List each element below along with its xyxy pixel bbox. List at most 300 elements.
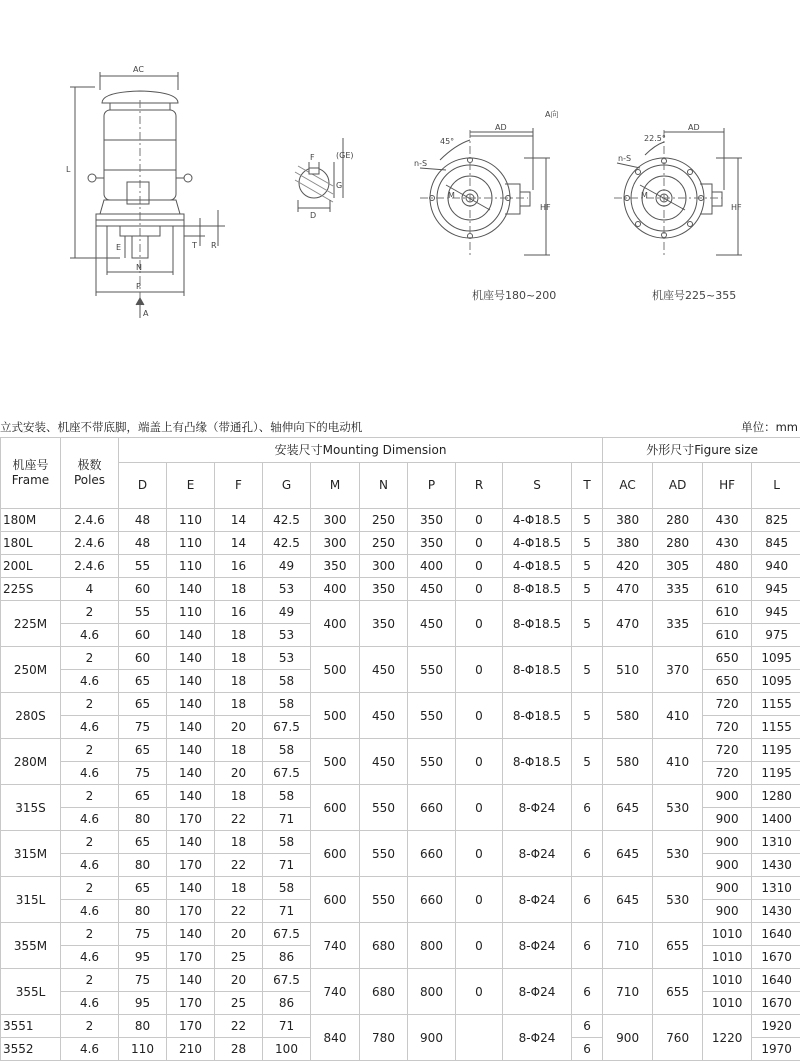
- table-cell: 410: [653, 693, 703, 739]
- col-header-f: F: [215, 463, 263, 509]
- table-cell: 20: [215, 923, 263, 946]
- hf-cell: 900: [703, 854, 752, 877]
- label-hf-small: HF: [540, 203, 551, 212]
- hf-cell: 900: [703, 808, 752, 831]
- frame-cell: 280S: [1, 693, 61, 739]
- table-row: [1, 969, 800, 992]
- table-cell: 845: [752, 532, 800, 555]
- poles-cell: 2: [61, 693, 119, 716]
- table-cell: 16: [215, 601, 263, 624]
- table-cell: 250: [360, 509, 408, 532]
- table-cell: 335: [653, 578, 703, 601]
- table-cell: 0: [456, 601, 503, 647]
- shaft-section: [295, 138, 343, 212]
- table-cell: 840: [311, 1015, 360, 1061]
- table-cell: 335: [653, 601, 703, 647]
- header-poles-en: Poles: [61, 473, 118, 488]
- poles-cell: 4.6: [61, 992, 119, 1015]
- table-cell: 2.4.6: [61, 509, 119, 532]
- hf-cell: 1010: [703, 969, 752, 992]
- l-cell: 1195: [752, 739, 800, 762]
- poles-cell: 2: [61, 647, 119, 670]
- hf-cell: 1010: [703, 923, 752, 946]
- table-cell: 8-Φ24: [503, 923, 572, 969]
- frame-cell: 315M: [1, 831, 61, 877]
- table-row: [1, 578, 800, 601]
- table-row: [1, 555, 800, 578]
- table-cell: 65: [119, 831, 167, 854]
- table-cell: 680: [360, 923, 408, 969]
- table-cell: 55: [119, 555, 167, 578]
- frame-cell: 180M: [1, 509, 61, 532]
- l-cell: 1430: [752, 900, 800, 923]
- l-cell: 1310: [752, 877, 800, 900]
- poles-cell: 4.6: [61, 808, 119, 831]
- hf-cell: 900: [703, 831, 752, 854]
- table-cell: 110: [167, 601, 215, 624]
- table-cell: 60: [119, 578, 167, 601]
- table-cell: 4-Φ18.5: [503, 555, 572, 578]
- table-cell: 58: [263, 785, 311, 808]
- table-cell: 8-Φ18.5: [503, 601, 572, 647]
- header-figure: 外形尺寸Figure size: [603, 438, 800, 463]
- table-cell: 430: [703, 509, 752, 532]
- table-cell: 945: [752, 578, 800, 601]
- table-cell: 645: [603, 785, 653, 831]
- hf-cell: 1010: [703, 992, 752, 1015]
- label-f: F: [310, 153, 315, 162]
- table-cell: 410: [653, 739, 703, 785]
- table-cell: 710: [603, 969, 653, 1015]
- table-cell: 4-Φ18.5: [503, 532, 572, 555]
- table-cell: 450: [408, 601, 456, 647]
- table-cell: 0: [456, 647, 503, 693]
- label-ad-large: AD: [688, 123, 700, 132]
- table-cell: 22: [215, 854, 263, 877]
- frame-cell: 225S: [1, 578, 61, 601]
- poles-cell: 2: [61, 1015, 119, 1038]
- table-cell: 140: [167, 716, 215, 739]
- table-cell: 0: [456, 785, 503, 831]
- table-cell: 740: [311, 923, 360, 969]
- table-cell: 5: [572, 601, 603, 647]
- table-row: [1, 785, 800, 808]
- table-cell: 400: [311, 601, 360, 647]
- header-poles-cn: 极数: [61, 458, 118, 473]
- table-cell: 645: [603, 877, 653, 923]
- table-cell: 67.5: [263, 969, 311, 992]
- col-header-hf: HF: [703, 463, 752, 509]
- l-cell: 1670: [752, 946, 800, 969]
- col-header-n: N: [360, 463, 408, 509]
- table-cell: 300: [311, 509, 360, 532]
- table-cell: 800: [408, 969, 456, 1015]
- table-cell: 450: [360, 693, 408, 739]
- caption-frame-225-355: 机座号225~355: [652, 287, 736, 303]
- table-cell: 350: [360, 578, 408, 601]
- hf-cell: 900: [703, 877, 752, 900]
- frame-cell: 3551: [1, 1015, 61, 1038]
- table-cell: 350: [360, 601, 408, 647]
- table-cell: 42.5: [263, 532, 311, 555]
- table-cell: 80: [119, 854, 167, 877]
- table-cell: 280: [653, 509, 703, 532]
- table-cell: 20: [215, 716, 263, 739]
- l-cell: 1430: [752, 854, 800, 877]
- table-cell: 58: [263, 693, 311, 716]
- col-header-ad: AD: [653, 463, 703, 509]
- table-cell: 53: [263, 647, 311, 670]
- table-cell: 580: [603, 693, 653, 739]
- col-header-p: P: [408, 463, 456, 509]
- table-cell: 60: [119, 647, 167, 670]
- hf-cell: 610: [703, 601, 752, 624]
- table-cell: 0: [456, 532, 503, 555]
- table-cell: 380: [603, 532, 653, 555]
- table-cell: 18: [215, 877, 263, 900]
- table-cell: 22: [215, 808, 263, 831]
- table-cell: 500: [311, 739, 360, 785]
- table-cell: 140: [167, 969, 215, 992]
- table-cell: 655: [653, 923, 703, 969]
- hf-cell: 720: [703, 762, 752, 785]
- table-cell: 420: [603, 555, 653, 578]
- header-frame-en: Frame: [1, 473, 60, 488]
- table-cell: 6: [572, 831, 603, 877]
- table-cell: 48: [119, 532, 167, 555]
- hf-cell: 720: [703, 716, 752, 739]
- table-cell: 80: [119, 808, 167, 831]
- table-cell: 140: [167, 877, 215, 900]
- table-cell: 170: [167, 1015, 215, 1038]
- table-cell: 65: [119, 877, 167, 900]
- label-t: T: [191, 241, 197, 250]
- table-cell: 20: [215, 969, 263, 992]
- table-cell: 825: [752, 509, 800, 532]
- table-caption: 立式安装、机座不带底脚，端盖上有凸缘（带通孔）、轴伸向下的电动机: [0, 419, 362, 435]
- table-cell: 14: [215, 509, 263, 532]
- table-cell: 170: [167, 992, 215, 1015]
- poles-cell: 2: [61, 831, 119, 854]
- table-cell: 22: [215, 900, 263, 923]
- label-hf-large: HF: [731, 203, 742, 212]
- table-cell: 22: [215, 1015, 263, 1038]
- table-cell: 6: [572, 877, 603, 923]
- poles-cell: 2: [61, 969, 119, 992]
- table-cell: 780: [360, 1015, 408, 1061]
- table-cell: 140: [167, 693, 215, 716]
- poles-cell: 4.6: [61, 670, 119, 693]
- l-cell: 1400: [752, 808, 800, 831]
- table-cell: 100: [263, 1038, 311, 1061]
- header-mounting: 安装尺寸Mounting Dimension: [119, 438, 603, 463]
- table-cell: 655: [653, 969, 703, 1015]
- table-cell: 18: [215, 578, 263, 601]
- frame-cell: 280M: [1, 739, 61, 785]
- label-a: A: [143, 309, 149, 318]
- table-cell: 5: [572, 532, 603, 555]
- table-cell: 380: [603, 509, 653, 532]
- table-cell: 71: [263, 808, 311, 831]
- poles-cell: 4.6: [61, 624, 119, 647]
- label-angle-45: 45°: [440, 137, 454, 146]
- header-poles: [61, 438, 119, 509]
- table-cell: 0: [456, 578, 503, 601]
- table-cell: 530: [653, 785, 703, 831]
- table-cell: 86: [263, 992, 311, 1015]
- col-header-s: S: [503, 463, 572, 509]
- col-header-d: D: [119, 463, 167, 509]
- table-cell: 140: [167, 624, 215, 647]
- label-l: L: [66, 165, 71, 174]
- table-cell: 14: [215, 532, 263, 555]
- table-cell: 140: [167, 739, 215, 762]
- table-cell: 71: [263, 1015, 311, 1038]
- table-cell: 5: [572, 555, 603, 578]
- table-cell: 170: [167, 946, 215, 969]
- table-cell: 58: [263, 877, 311, 900]
- table-cell: 25: [215, 946, 263, 969]
- table-cell: 280: [653, 532, 703, 555]
- table-row: [1, 693, 800, 716]
- poles-cell: 2: [61, 739, 119, 762]
- table-cell: 60: [119, 624, 167, 647]
- table-cell: 140: [167, 647, 215, 670]
- label-ns-small: n-S: [414, 159, 427, 168]
- table-cell: 18: [215, 693, 263, 716]
- table-cell: 940: [752, 555, 800, 578]
- poles-cell: 2: [61, 877, 119, 900]
- l-cell: 1095: [752, 647, 800, 670]
- table-cell: 600: [311, 877, 360, 923]
- frame-cell: 3552: [1, 1038, 61, 1061]
- table-cell: 350: [408, 532, 456, 555]
- table-cell: 67.5: [263, 716, 311, 739]
- poles-cell: 2: [61, 601, 119, 624]
- hf-cell: 650: [703, 670, 752, 693]
- table-cell: 660: [408, 785, 456, 831]
- table-cell: 140: [167, 762, 215, 785]
- label-e: E: [116, 243, 121, 252]
- table-cell: 80: [119, 1015, 167, 1038]
- table-cell: 28: [215, 1038, 263, 1061]
- l-cell: 975: [752, 624, 800, 647]
- table-row: [1, 923, 800, 946]
- col-header-e: E: [167, 463, 215, 509]
- label-view-a: A向: [545, 109, 558, 119]
- hf-cell: 610: [703, 624, 752, 647]
- poles-cell: 4.6: [61, 946, 119, 969]
- col-header-ac: AC: [603, 463, 653, 509]
- table-cell: 170: [167, 808, 215, 831]
- dimension-table: [0, 437, 800, 1061]
- table-cell: 75: [119, 716, 167, 739]
- table-cell: 18: [215, 785, 263, 808]
- table-cell: 0: [456, 969, 503, 1015]
- flange-view-small: [420, 128, 550, 258]
- table-cell: 645: [603, 831, 653, 877]
- table-cell: 600: [311, 831, 360, 877]
- table-cell: 450: [408, 578, 456, 601]
- table-cell: 250: [360, 532, 408, 555]
- table-cell: 710: [603, 923, 653, 969]
- table-cell: 0: [456, 509, 503, 532]
- table-cell: 140: [167, 831, 215, 854]
- l-cell: 1670: [752, 992, 800, 1015]
- table-cell: 140: [167, 578, 215, 601]
- header-frame-cn: 机座号: [1, 458, 60, 473]
- table-cell: 8-Φ24: [503, 877, 572, 923]
- table-cell: 0: [456, 739, 503, 785]
- label-angle-225: 22.5°: [644, 134, 666, 143]
- label-ge: (GE): [336, 151, 354, 160]
- table-cell: 140: [167, 670, 215, 693]
- hf-cell: 650: [703, 647, 752, 670]
- table-cell: 470: [603, 578, 653, 601]
- table-cell: 600: [311, 785, 360, 831]
- table-row: [1, 877, 800, 900]
- l-cell: 1280: [752, 785, 800, 808]
- table-cell: 110: [167, 509, 215, 532]
- label-p: P: [136, 282, 141, 291]
- table-cell: 400: [408, 555, 456, 578]
- table-cell: 900: [603, 1015, 653, 1061]
- table-cell: 8-Φ24: [503, 969, 572, 1015]
- table-cell: 67.5: [263, 923, 311, 946]
- table-cell: 550: [408, 647, 456, 693]
- table-cell: 8-Φ18.5: [503, 739, 572, 785]
- table-cell: 8-Φ18.5: [503, 647, 572, 693]
- table-row: [1, 831, 800, 854]
- table-cell: 58: [263, 739, 311, 762]
- table-cell: 58: [263, 670, 311, 693]
- table-cell: 140: [167, 923, 215, 946]
- l-cell: 1155: [752, 693, 800, 716]
- col-header-g: G: [263, 463, 311, 509]
- frame-cell: 355M: [1, 923, 61, 969]
- label-ad-small: AD: [495, 123, 507, 132]
- table-cell: 6: [572, 969, 603, 1015]
- label-g: G: [336, 181, 342, 190]
- table-cell: 53: [263, 578, 311, 601]
- table-cell: 2.4.6: [61, 555, 119, 578]
- table-row: [1, 509, 800, 532]
- col-header-m: M: [311, 463, 360, 509]
- table-cell: 20: [215, 762, 263, 785]
- table-cell: 610: [703, 578, 752, 601]
- table-row: [1, 739, 800, 762]
- table-cell: 53: [263, 624, 311, 647]
- table-cell: 2.4.6: [61, 532, 119, 555]
- poles-cell: 2: [61, 785, 119, 808]
- table-cell: 0: [456, 693, 503, 739]
- table-cell: 400: [311, 578, 360, 601]
- table-cell: 5: [572, 693, 603, 739]
- hf-cell: 900: [703, 785, 752, 808]
- table-cell: 110: [119, 1038, 167, 1061]
- table-cell: 800: [408, 923, 456, 969]
- table-cell: 67.5: [263, 762, 311, 785]
- table-cell: 140: [167, 785, 215, 808]
- frame-cell: 200L: [1, 555, 61, 578]
- table-cell: 5: [572, 578, 603, 601]
- label-ns-large: n-S: [618, 154, 631, 163]
- table-cell: 550: [360, 785, 408, 831]
- table-cell: 450: [360, 647, 408, 693]
- l-cell: 945: [752, 601, 800, 624]
- table-cell: 80: [119, 900, 167, 923]
- table-cell: 18: [215, 831, 263, 854]
- table-cell: 18: [215, 739, 263, 762]
- frame-cell: 355L: [1, 969, 61, 1015]
- table-cell: 49: [263, 555, 311, 578]
- table-cell: 95: [119, 992, 167, 1015]
- table-cell: 900: [408, 1015, 456, 1061]
- table-cell: 1220: [703, 1015, 752, 1061]
- l-cell: 1640: [752, 969, 800, 992]
- frame-cell: 250M: [1, 647, 61, 693]
- label-ac: AC: [133, 65, 144, 74]
- table-row: [1, 532, 800, 555]
- table-cell: 110: [167, 532, 215, 555]
- table-cell: 65: [119, 739, 167, 762]
- table-cell: 6: [572, 923, 603, 969]
- table-cell: 49: [263, 601, 311, 624]
- table-cell: 18: [215, 647, 263, 670]
- l-cell: 1095: [752, 670, 800, 693]
- table-cell: 8-Φ24: [503, 831, 572, 877]
- table-cell: 8-Φ24: [503, 785, 572, 831]
- table-cell: 16: [215, 555, 263, 578]
- poles-cell: 4.6: [61, 854, 119, 877]
- table-cell: 680: [360, 969, 408, 1015]
- table-cell: 550: [408, 693, 456, 739]
- hf-cell: 1010: [703, 946, 752, 969]
- table-cell: 75: [119, 923, 167, 946]
- l-cell: 1310: [752, 831, 800, 854]
- table-cell: 580: [603, 739, 653, 785]
- label-m-small: M: [448, 191, 455, 200]
- frame-cell: 180L: [1, 532, 61, 555]
- table-cell: 25: [215, 992, 263, 1015]
- table-cell: 660: [408, 831, 456, 877]
- l-cell: 1155: [752, 716, 800, 739]
- l-cell: 1195: [752, 762, 800, 785]
- table-cell: 4: [61, 578, 119, 601]
- poles-cell: 4.6: [61, 716, 119, 739]
- t-cell: 6: [572, 1038, 603, 1061]
- label-d: D: [310, 211, 316, 220]
- frame-cell: 315L: [1, 877, 61, 923]
- table-cell: 110: [167, 555, 215, 578]
- label-r: R: [211, 241, 217, 250]
- l-cell: 1920: [752, 1015, 800, 1038]
- table-cell: 71: [263, 900, 311, 923]
- frame-cell: 225M: [1, 601, 61, 647]
- table-cell: 350: [408, 509, 456, 532]
- col-header-l: L: [752, 463, 800, 509]
- table-cell: 305: [653, 555, 703, 578]
- table-cell: 550: [408, 739, 456, 785]
- hf-cell: 720: [703, 739, 752, 762]
- table-cell: 5: [572, 647, 603, 693]
- table-cell: 0: [456, 555, 503, 578]
- table-cell: 500: [311, 647, 360, 693]
- table-row: [1, 601, 800, 624]
- table-cell: 530: [653, 831, 703, 877]
- table-cell: 530: [653, 877, 703, 923]
- t-cell: 6: [572, 1015, 603, 1038]
